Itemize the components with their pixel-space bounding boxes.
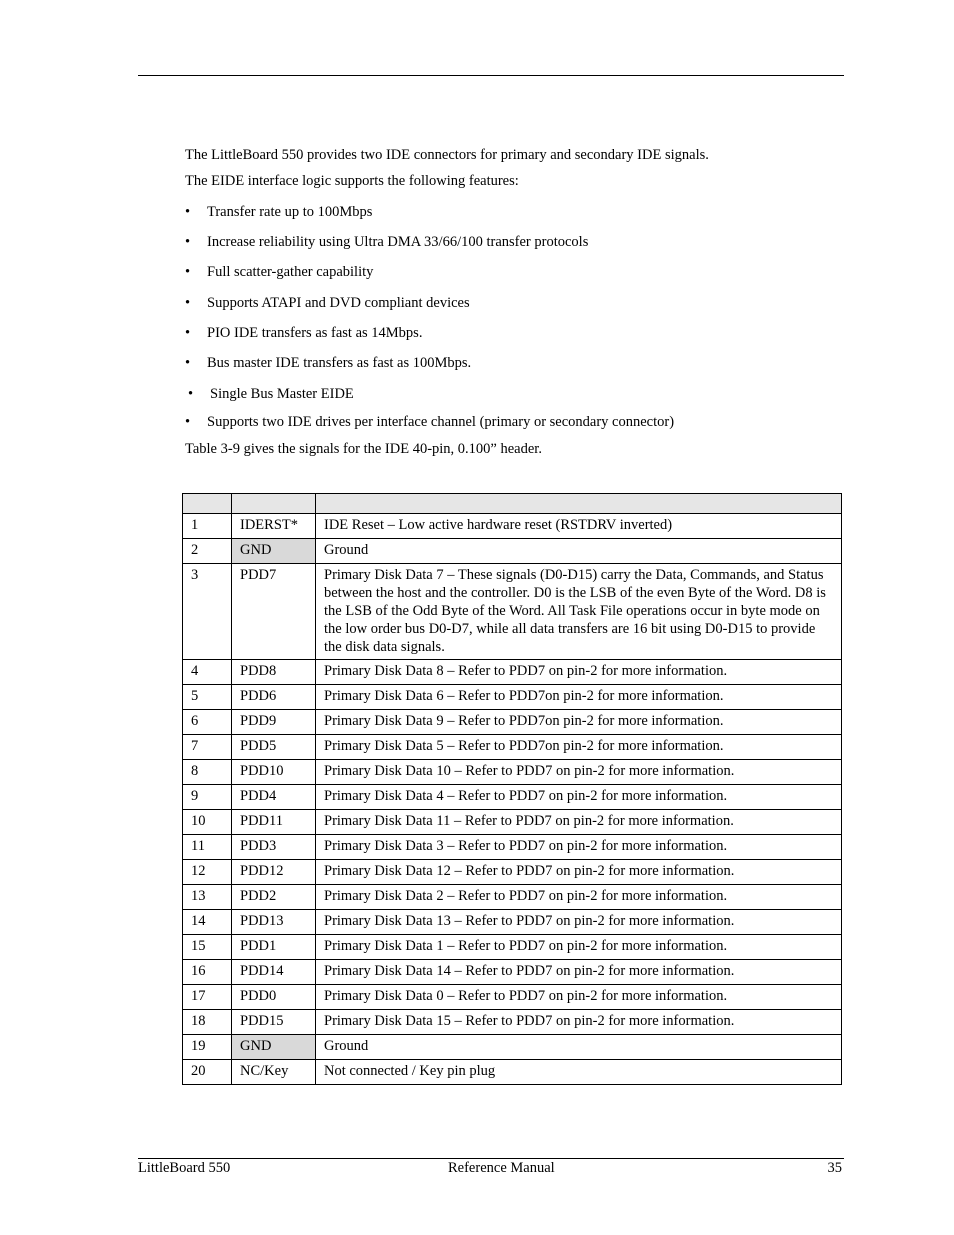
intro-line-1: The LittleBoard 550 provides two IDE connectors for primary and secondary IDE signals.: [185, 147, 709, 163]
description-cell: Primary Disk Data 12 – Refer to PDD7 on pin-2 for more information.: [316, 860, 842, 885]
signal-cell: PDD10: [232, 760, 316, 785]
header-signal: [232, 494, 316, 514]
description-cell: Not connected / Key pin plug: [316, 1060, 842, 1085]
footer-rule: [138, 1158, 844, 1159]
description-cell: Primary Disk Data 14 – Refer to PDD7 on pin-2 for more information.: [316, 960, 842, 985]
signal-cell: PDD13: [232, 910, 316, 935]
description-cell: Primary Disk Data 5 – Refer to PDD7on pin-2 for more information.: [316, 735, 842, 760]
bullet-icon: •: [185, 414, 191, 430]
signal-cell: PDD0: [232, 985, 316, 1010]
table-row: [183, 1060, 842, 1085]
footer-title: Reference Manual: [448, 1160, 555, 1176]
intro-line-2: The EIDE interface logic supports the following features:: [185, 173, 519, 189]
description-cell: Primary Disk Data 4 – Refer to PDD7 on pin-2 for more information.: [316, 785, 842, 810]
pin-cell: 7: [183, 735, 232, 760]
pin-cell: 14: [183, 910, 232, 935]
table-row: [183, 785, 842, 810]
pin-cell: 8: [183, 760, 232, 785]
pin-cell: 20: [183, 1060, 232, 1085]
footer-page-number: 35: [827, 1160, 842, 1176]
signal-cell: PDD11: [232, 810, 316, 835]
table-row: [183, 660, 842, 685]
signal-cell: IDERST*: [232, 514, 316, 539]
description-cell: Ground: [316, 539, 842, 564]
table-row: [183, 910, 842, 935]
pin-cell: 3: [183, 564, 232, 660]
signal-cell: PDD3: [232, 835, 316, 860]
table-row: [183, 710, 842, 735]
table-row: [183, 985, 842, 1010]
description-cell: Primary Disk Data 0 – Refer to PDD7 on pin-2 for more information.: [316, 985, 842, 1010]
pin-cell: 11: [183, 835, 232, 860]
table-row: [183, 514, 842, 539]
signal-cell: PDD6: [232, 685, 316, 710]
bullet-icon: •: [185, 204, 191, 220]
description-cell: Primary Disk Data 13 – Refer to PDD7 on pin-2 for more information.: [316, 910, 842, 935]
description-cell: Ground: [316, 1035, 842, 1060]
pin-cell: 10: [183, 810, 232, 835]
description-cell: Primary Disk Data 1 – Refer to PDD7 on pin-2 for more information.: [316, 935, 842, 960]
bullet-icon: •: [185, 355, 191, 371]
signal-cell: GND: [232, 1035, 316, 1060]
description-cell: Primary Disk Data 9 – Refer to PDD7on pin-2 for more information.: [316, 710, 842, 735]
description-cell: Primary Disk Data 15 – Refer to PDD7 on pin-2 for more information.: [316, 1010, 842, 1035]
bullet-icon: •: [185, 325, 191, 341]
pin-cell: 9: [183, 785, 232, 810]
table-intro: Table 3-9 gives the signals for the IDE 40-pin, 0.100” header.: [185, 441, 542, 457]
signal-cell: PDD9: [232, 710, 316, 735]
description-cell: Primary Disk Data 8 – Refer to PDD7 on pin-2 for more information.: [316, 660, 842, 685]
pin-cell: 1: [183, 514, 232, 539]
table-row: [183, 1010, 842, 1035]
header-pin: [183, 494, 232, 514]
description-cell: Primary Disk Data 10 – Refer to PDD7 on pin-2 for more information.: [316, 760, 842, 785]
signal-cell: PDD5: [232, 735, 316, 760]
pin-cell: 18: [183, 1010, 232, 1035]
pin-cell: 17: [183, 985, 232, 1010]
signal-cell: NC/Key: [232, 1060, 316, 1085]
pin-cell: 2: [183, 539, 232, 564]
pin-cell: 6: [183, 710, 232, 735]
table-row: [183, 935, 842, 960]
table-row: [183, 760, 842, 785]
pin-cell: 5: [183, 685, 232, 710]
table-row: [183, 735, 842, 760]
table-row: [183, 835, 842, 860]
signal-cell: PDD12: [232, 860, 316, 885]
signal-cell: PDD8: [232, 660, 316, 685]
table-row: [183, 564, 842, 660]
table-row: [183, 685, 842, 710]
pin-cell: 13: [183, 885, 232, 910]
bullet-icon: •: [185, 264, 191, 280]
footer-product: LittleBoard 550: [138, 1160, 231, 1176]
description-cell: Primary Disk Data 3 – Refer to PDD7 on pin-2 for more information.: [316, 835, 842, 860]
description-cell: Primary Disk Data 11 – Refer to PDD7 on pin-2 for more information.: [316, 810, 842, 835]
signal-cell: PDD7: [232, 564, 316, 660]
header-description: [316, 494, 842, 514]
header-rule: [138, 75, 844, 76]
table-row: [183, 960, 842, 985]
signal-cell: PDD14: [232, 960, 316, 985]
pin-cell: 15: [183, 935, 232, 960]
bullet-icon: •: [185, 234, 191, 250]
pin-cell: 4: [183, 660, 232, 685]
bullet-icon: •: [185, 295, 191, 311]
signal-cell: PDD1: [232, 935, 316, 960]
signal-cell: PDD4: [232, 785, 316, 810]
description-cell: Primary Disk Data 2 – Refer to PDD7 on pin-2 for more information.: [316, 885, 842, 910]
pin-cell: 16: [183, 960, 232, 985]
table-row: [183, 810, 842, 835]
table-row: [183, 1035, 842, 1060]
pin-cell: 19: [183, 1035, 232, 1060]
table-row: [183, 860, 842, 885]
bullet-icon: •: [188, 386, 194, 402]
signal-cell: PDD15: [232, 1010, 316, 1035]
signal-cell: GND: [232, 539, 316, 564]
description-cell: IDE Reset – Low active hardware reset (RSTDRV inverted): [316, 514, 842, 539]
table-row: [183, 885, 842, 910]
description-cell: Primary Disk Data 6 – Refer to PDD7on pin-2 for more information.: [316, 685, 842, 710]
table-row: [183, 539, 842, 564]
description-cell: Primary Disk Data 7 – These signals (D0-D15) carry the Data, Commands, and Status between the host and the controller. D0 is the LSB of the even Byte of the Word. D8 is the LSB of the Odd Byte of the Word. All Task File operations occur in byte mode on the low order bus D0-D7, while all data transfers are 16 bit using D0-D15 to provide the disk data signals.: [316, 564, 842, 660]
ide-signal-table: [182, 493, 842, 1085]
table-header-row: [183, 494, 842, 514]
pin-cell: 12: [183, 860, 232, 885]
signal-cell: PDD2: [232, 885, 316, 910]
